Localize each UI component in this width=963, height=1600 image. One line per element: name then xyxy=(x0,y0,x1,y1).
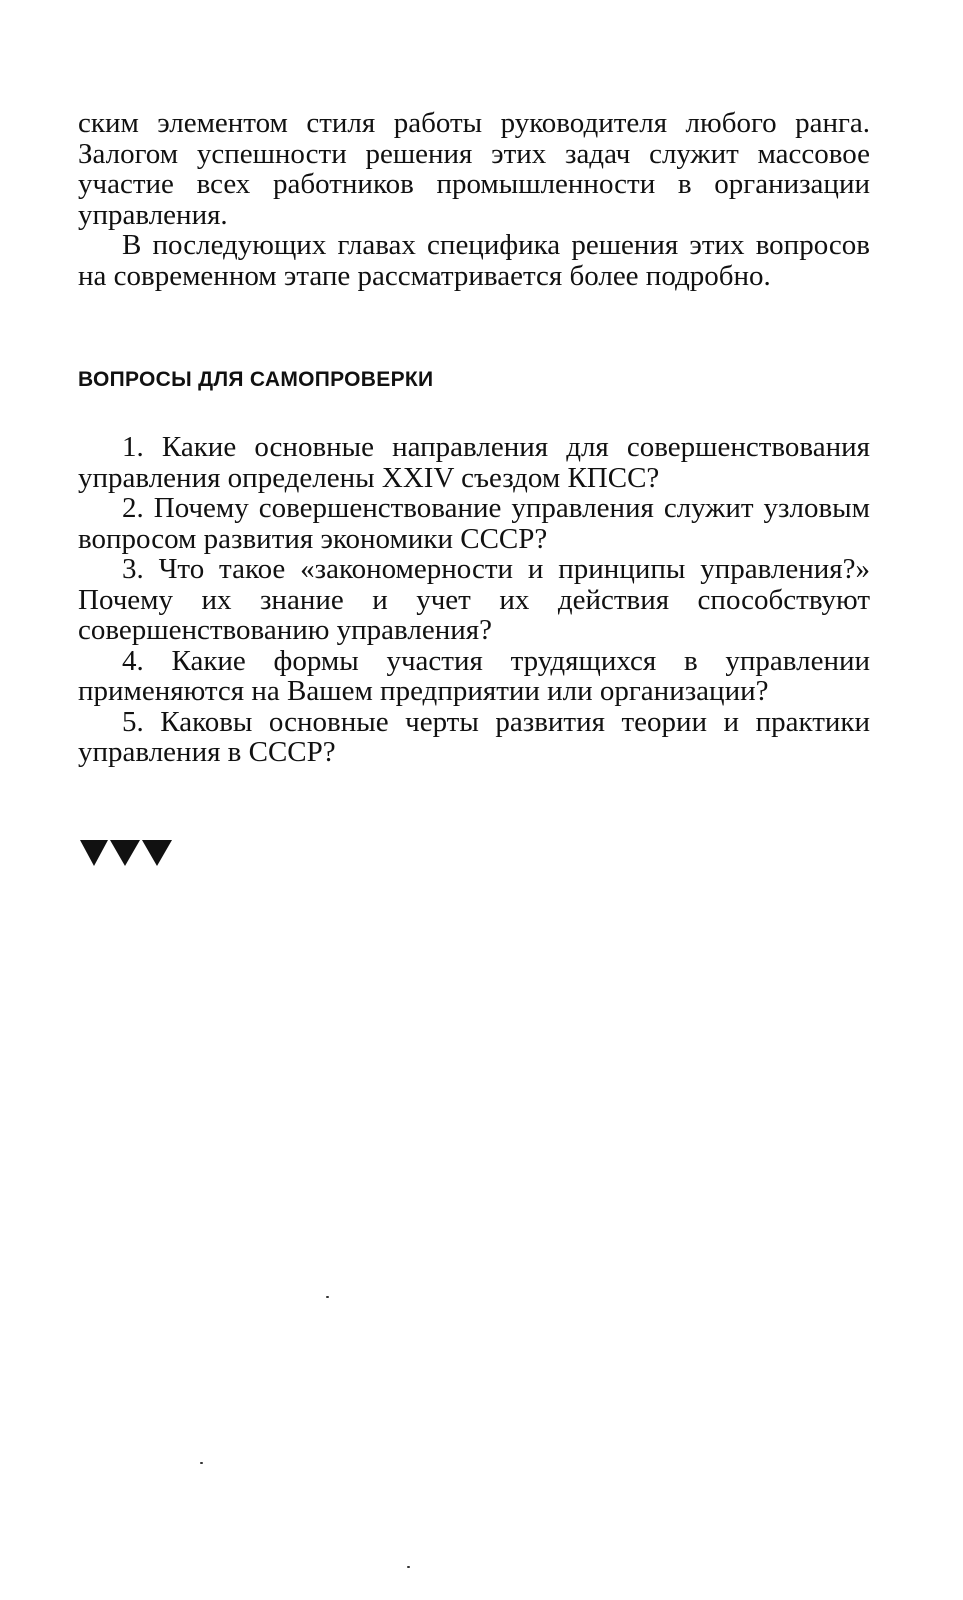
section-heading: ВОПРОСЫ ДЛЯ САМОПРОВЕРКИ xyxy=(78,368,434,391)
print-speck xyxy=(326,1296,329,1298)
intro-paragraph-1: ским элементом стиля работы руководителя любого ранга. Залогом успешности решения этих задач служит массовое участие всех работников промышленности в организации управления. xyxy=(78,107,870,231)
print-speck xyxy=(200,1462,203,1464)
question-item: 5. Каковы основные черты развития теории и практики управления в СССР? xyxy=(78,705,870,768)
intro-text xyxy=(78,108,870,291)
questions-list xyxy=(78,432,870,768)
print-speck xyxy=(407,1566,410,1568)
question-item: 4. Какие формы участия трудящихся в управлении применяются на Вашем предприятии или организации? xyxy=(78,644,870,707)
question-item: 1. Какие основные направления для совершенствования управления определены XXIV съездом КПСС? xyxy=(78,431,870,494)
ornament-triangle-2 xyxy=(110,840,140,866)
question-item: 2. Почему совершенствование управления служит узловым вопросом развития экономики СССР? xyxy=(78,492,870,555)
triple-triangle-ornament-icon xyxy=(80,838,172,868)
ornament-triangle-3 xyxy=(142,840,172,866)
ornament-triangle-1 xyxy=(80,840,108,866)
intro-paragraph-2: В последующих главах специфика решения этих вопросов на современном этапе рассматривается более подробно. xyxy=(78,229,870,292)
question-item: 3. Что такое «закономерности и принципы управления?» Почему их знание и учет их действия способствуют совершенствованию управления? xyxy=(78,553,870,646)
